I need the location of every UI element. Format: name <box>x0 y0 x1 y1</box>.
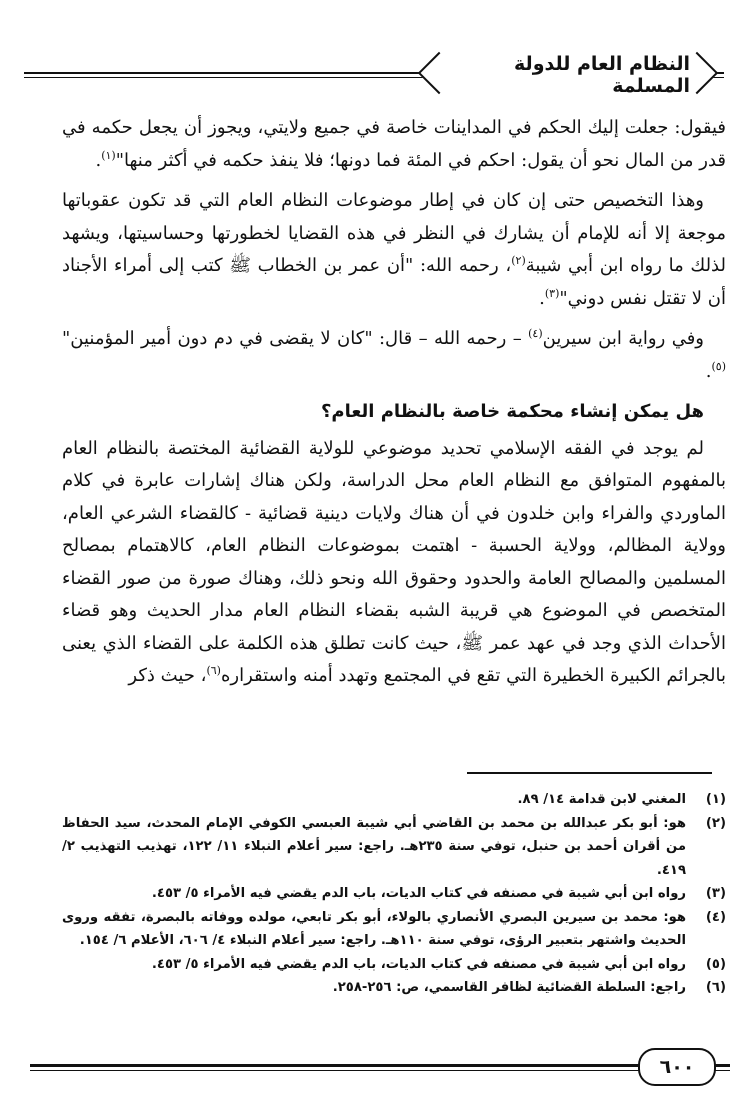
footnote <box>62 882 726 906</box>
footnote <box>62 812 726 883</box>
running-header <box>24 53 724 97</box>
main-text <box>62 112 726 701</box>
paragraph-3-text-b: – رحمه الله – قال: "كان لا يقضى في دم دون أمير المؤمنين" <box>62 328 529 349</box>
paragraph-2 <box>62 185 726 315</box>
footer-rule <box>30 1064 730 1067</box>
paragraph-4 <box>62 433 726 693</box>
paragraph-3-end: . <box>705 360 712 382</box>
section-heading: هل يمكن إنشاء محكمة خاصة بالنظام العام؟ <box>320 401 704 422</box>
footnote-text: راجع: السلطة القضائية لظافر القاسمي، ص: ٢٥٦-٢٥٨. <box>332 980 686 995</box>
footnote <box>62 953 726 977</box>
footnote-text: هو: محمد بن سيرين البصري الأنصاري بالولاء، أبو بكر تابعي، مولده ووفاته بالبصرة، تفقه وروى الحديث واشتهر بتعبير الرؤى، توفي سنة ١١٠هـ. راجع: سير أعلام النبلاء ٤/ ٦٠٦، الأعلام ٦/ ١٥٤. <box>62 909 686 948</box>
paragraph-3 <box>62 323 726 388</box>
paragraph-1-end: . <box>95 149 102 171</box>
footnote-number: (٤) <box>705 909 726 925</box>
page-number: ٦٠٠ <box>638 1048 716 1086</box>
footnote-ref-3: (٣) <box>544 286 560 300</box>
footnote-number: (٣) <box>705 886 726 901</box>
paragraph-4-text-a: لم يوجد في الفقه الإسلامي تحديد موضوعي للولاية القضائية المختصة بالنظام العام بالمفهوم المتوافق مع النظام العام محل الدراسة، ولكن هناك إشارات عابرة في كلام الماوردي والفراء وابن خلدون في أن هناك ولايات دينية قضائية - كالقضاء الشرعي العام، وولاية المظالم، وولاية الحسبة - اهتمت بموضوعات النظام العام، كالاهتمام بمصالح المسلمين والمصالح العامة والحدود وحقوق الله ونحو ذلك، وهناك صورة من صور القضاء المتخصص في الموضوع هي قريبة الشبه بقضاء النظام العام مدار الحديث وهو قضاء الأحداث الذي وجد في عهد عمر ﷺ، حيث كانت تطلق هذه الكلمة على القضاء الذي يعنى بالجرائم الكبيرة الخطيرة التي تقع في المجتمع وتهدد أمنه واستقراره <box>62 437 726 686</box>
footnote-ref-5: (٥) <box>711 359 726 373</box>
footnote-text: هو: أبو بكر عبدالله بن محمد بن القاضي أبي شيبة العبسي الكوفي الإمام المحدث، سيد الحفاظ من أقران أحمد بن حنبل، توفي سنة ٢٣٥هـ. راجع: سير أعلام النبلاء ١١/ ١٢٢، تهذيب التهذيب ٢/ ٤١٩. <box>62 815 686 878</box>
footnote-number: (٢) <box>705 815 726 831</box>
footnote <box>62 788 726 812</box>
footnote-number: (١) <box>705 792 726 807</box>
paragraph-2-end: . <box>539 287 545 309</box>
footnote-text: المغني لابن قدامة ١٤/ ٨٩. <box>517 792 686 807</box>
footnote-separator <box>467 772 712 774</box>
paragraph-1 <box>62 112 726 177</box>
footnote-text: رواه ابن أبي شيبة في مصنفه في كتاب الديات، باب الدم يقضي فيه الأمراء ٥/ ٤٥٣. <box>151 886 686 901</box>
footer-rule-thin <box>30 1070 730 1071</box>
footnote-text: رواه ابن أبي شيبة في مصنفه في كتاب الديات، باب الدم يقضي فيه الأمراء ٥/ ٤٥٣. <box>151 956 686 972</box>
footnote-ref-2: (٢) <box>511 254 526 267</box>
footnote-number: (٥) <box>705 956 726 972</box>
footnote-ref-4: (٤) <box>528 327 543 340</box>
footnote <box>62 906 726 953</box>
page-footer <box>30 1048 730 1088</box>
footnote-number: (٦) <box>705 980 726 995</box>
footnote-ref-1: (١) <box>101 148 116 162</box>
footnote <box>62 976 726 1000</box>
footnote-ref-6: (٦) <box>206 664 221 677</box>
paragraph-2-text-a: وهذا التخصيص حتى إن كان في إطار موضوعات النظام العام التي قد تكون عقوباتها موجعة إلا أنه للإمام أن يشارك في النظر في هذه القضايا لخطورتها وحساسيتها، ويشهد لذلك ما رواه ابن أبي شيبة <box>62 190 726 276</box>
paragraph-2-text-b: ، رحمه الله: "أن عمر بن الخطاب ﷺ كتب إلى أمراء الأجناد أن لا تقتل نفس دوني" <box>62 255 726 309</box>
paragraph-4-text-b: ، حيث ذكر <box>128 665 207 686</box>
header-title: النظام العام للدولة المسلمة <box>450 60 690 90</box>
footnotes <box>62 788 726 1000</box>
paragraph-3-text-a: وفي رواية ابن سيرين <box>542 328 704 349</box>
paragraph-1-text: فيقول: جعلت إليك الحكم في المداينات خاصة في جميع ولايتي، ويجوز أن يجعل حكمه في قدر من المال نحو أن يقول: احكم في المئة فما دونها؛ فلا ينفذ حكمه في أكثر منها" <box>62 117 726 171</box>
